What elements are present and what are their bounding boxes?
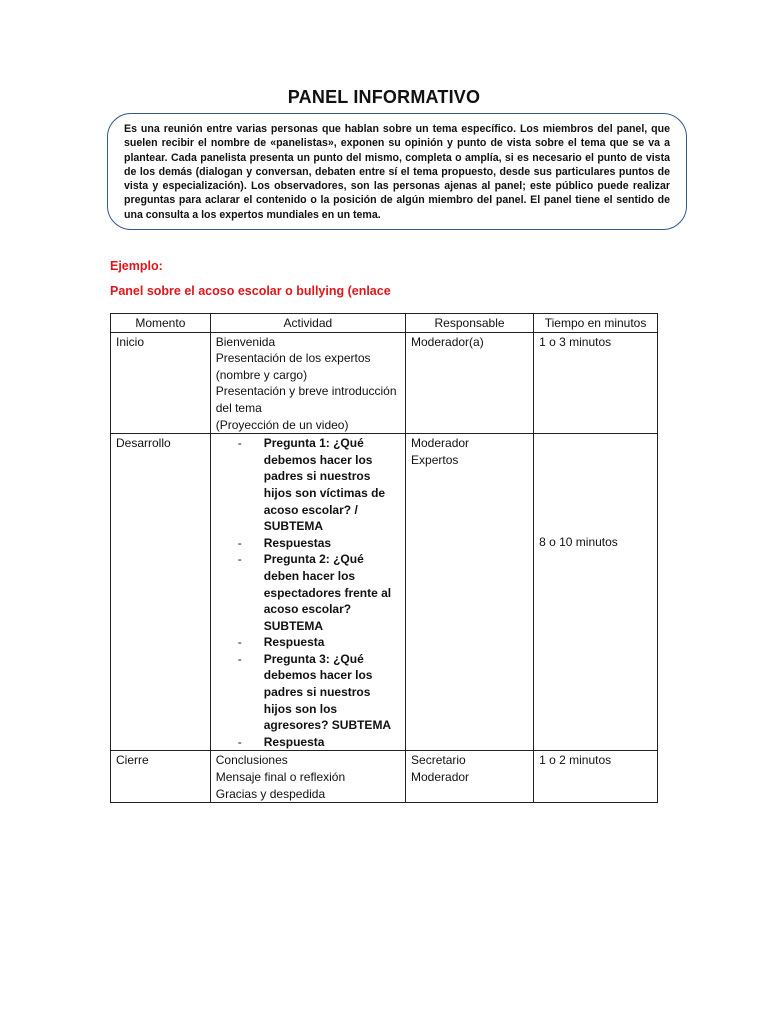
header-responsable: Responsable: [406, 314, 534, 333]
list-item: - Pregunta 1: ¿Qué debemos hacer los padres si nuestros hijos son víctimas de acoso escolar? / SUBTEMA: [237, 436, 386, 534]
cell-momento: Cierre: [111, 751, 211, 803]
dash-bullet-icon: -: [237, 552, 242, 567]
list-item: - Pregunta 3: ¿Qué debemos hacer los padres si nuestros hijos son los agresores? SUBTEMA: [237, 651, 392, 733]
dash-bullet-icon: -: [237, 651, 242, 666]
cell-tiempo: 1 o 2 minutos: [534, 751, 658, 803]
list-item: - Respuesta: [237, 635, 325, 650]
activity-line: Conclusiones: [215, 753, 288, 768]
list-item: - Pregunta 2: ¿Qué deben hacer los espectadores frente al acoso escolar? SUBTEMA: [237, 552, 392, 633]
example-title: Panel sobre el acoso escolar o bullying (enlace: [110, 284, 391, 298]
responsable-line: Moderador: [411, 770, 470, 785]
activity-line: Gracias y despedida: [215, 786, 326, 801]
cell-responsable: [406, 332, 534, 434]
question-list: [216, 435, 400, 750]
responsable-line: Moderador: [411, 436, 470, 451]
cell-tiempo: [534, 434, 658, 751]
cell-momento: Desarrollo: [111, 434, 211, 751]
cell-responsable: [406, 434, 534, 751]
activity-line: Mensaje final o reflexión: [215, 770, 346, 785]
responsable-line: Secretario: [411, 753, 466, 768]
list-item: - Respuesta: [237, 734, 325, 749]
dash-bullet-icon: -: [237, 635, 242, 650]
table-row-desarrollo: [111, 434, 658, 751]
cell-tiempo: 1 o 3 minutos: [534, 332, 658, 434]
activity-line: Presentación de los expertos (nombre y cargo): [215, 351, 371, 382]
page-title: PANEL INFORMATIVO: [287, 87, 481, 107]
activity-line: (Proyección de un video): [215, 417, 349, 432]
header-actividad: Actividad: [210, 314, 405, 333]
responsable-line: Expertos: [411, 452, 459, 467]
dash-bullet-icon: -: [237, 436, 242, 451]
tiempo-value: 8 o 10 minutos: [539, 535, 618, 550]
table-row-cierre: [111, 751, 658, 803]
cell-actividad: [210, 751, 405, 803]
panel-schedule-table: [110, 313, 658, 803]
header-momento: Momento: [111, 314, 211, 333]
cell-actividad: [210, 332, 405, 434]
table-header-row: [111, 314, 658, 333]
example-label: Ejemplo:: [110, 259, 163, 273]
cell-actividad: [210, 434, 405, 751]
dash-bullet-icon: -: [237, 734, 242, 749]
dash-bullet-icon: -: [237, 535, 242, 550]
cell-momento: Inicio: [111, 332, 211, 434]
list-item: - Respuestas: [237, 535, 332, 550]
definition-text: Es una reunión entre varias personas que hablan sobre un tema específico. Los miembros del panel, que suelen recibir el nombre de «panelistas», exponen su opinión y punto de vista sobre el tema que se va a plantear. Cada panelista presenta un punto del mismo, completa o amplía, si es necesario el punto de vista de los demás (dialogan y conversan, debaten entre sí el tema propuesto, desde sus particulares puntos de vista y especialización). Los observadores, son las personas ajenas al panel; este público puede realizar preguntas para aclarar el contenido o la posición de algún miembro del panel. El panel tiene el sentido de una consulta a los expertos mundiales en un tema.: [124, 123, 670, 221]
cell-responsable: [406, 751, 534, 803]
activity-line: Bienvenida: [215, 334, 276, 349]
table-row-inicio: [111, 332, 658, 434]
activity-line: Presentación y breve introducción del tema: [215, 384, 397, 415]
definition-box: [107, 113, 687, 230]
responsable-line: Moderador(a): [411, 334, 484, 349]
header-tiempo: Tiempo en minutos: [534, 314, 658, 333]
